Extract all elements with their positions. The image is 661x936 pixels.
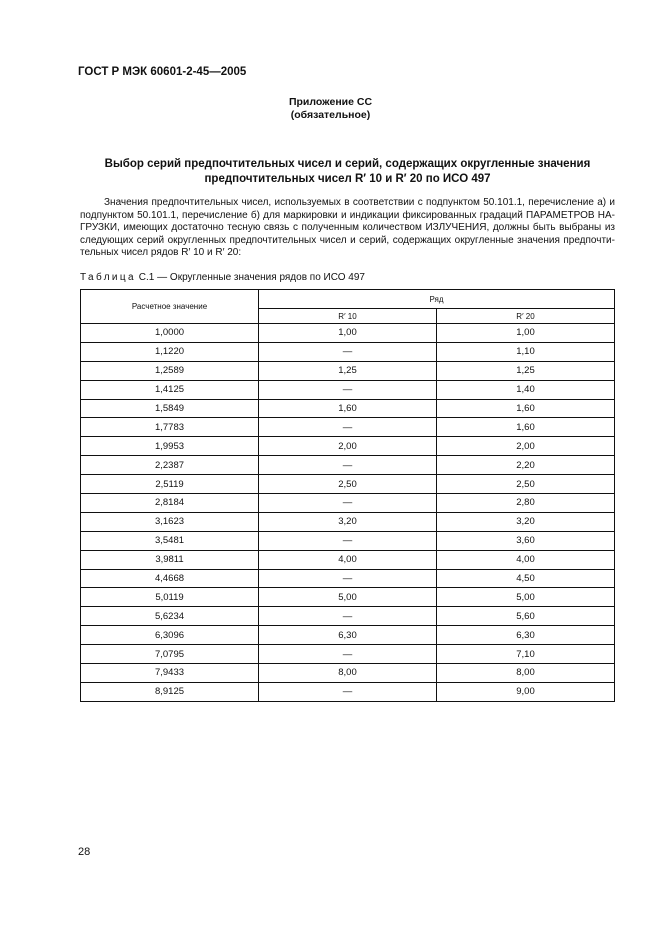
table-caption-number: С.1: [138, 272, 155, 283]
cell-r10: 4,00: [259, 550, 437, 569]
table-row: [81, 380, 615, 399]
table-row: [81, 682, 615, 701]
table-row: [81, 399, 615, 418]
cell-calculated-value: 7,0795: [81, 645, 259, 664]
cell-calculated-value: 1,9953: [81, 437, 259, 456]
cell-r20: 5,00: [437, 588, 615, 607]
cell-r20: 9,00: [437, 682, 615, 701]
cell-calculated-value: 3,1623: [81, 512, 259, 531]
header-r10: R′ 10: [259, 309, 437, 324]
cell-r20: 2,00: [437, 437, 615, 456]
section-heading: [80, 157, 615, 187]
annex-subtitle: (обязательное): [290, 109, 371, 121]
table-row: [81, 645, 615, 664]
cell-r10: —: [259, 645, 437, 664]
cell-r20: 2,20: [437, 456, 615, 475]
cell-r10: 1,25: [259, 361, 437, 380]
header-series-group: Ряд: [259, 290, 615, 309]
cell-r20: 3,60: [437, 531, 615, 550]
cell-calculated-value: 3,9811: [81, 550, 259, 569]
annex-title: Приложение СС: [288, 96, 373, 108]
cell-r10: —: [259, 456, 437, 475]
cell-r10: —: [259, 380, 437, 399]
table-row: [81, 569, 615, 588]
cell-calculated-value: 1,5849: [81, 399, 259, 418]
cell-r10: 5,00: [259, 588, 437, 607]
cell-r20: 4,00: [437, 550, 615, 569]
cell-r10: —: [259, 418, 437, 437]
cell-r10: —: [259, 342, 437, 361]
cell-calculated-value: 2,2387: [81, 456, 259, 475]
cell-r20: 3,20: [437, 512, 615, 531]
cell-calculated-value: 3,5481: [81, 531, 259, 550]
table-row: [81, 418, 615, 437]
annex-block: [0, 96, 661, 122]
table-row: [81, 550, 615, 569]
cell-r10: 2,00: [259, 437, 437, 456]
cell-r20: 1,25: [437, 361, 615, 380]
cell-r10: —: [259, 494, 437, 513]
cell-calculated-value: 2,8184: [81, 494, 259, 513]
table-row: [81, 512, 615, 531]
table-caption-label: Таблица: [80, 272, 137, 283]
cell-r10: —: [259, 569, 437, 588]
cell-r10: —: [259, 682, 437, 701]
cell-r20: 6,30: [437, 626, 615, 645]
cell-r20: 1,40: [437, 380, 615, 399]
cell-calculated-value: 1,1220: [81, 342, 259, 361]
cell-calculated-value: 1,7783: [81, 418, 259, 437]
table-row: [81, 342, 615, 361]
table-row: [81, 531, 615, 550]
cell-r20: 2,50: [437, 475, 615, 494]
table-body: [81, 324, 615, 702]
table-row: [81, 324, 615, 343]
rounded-values-table: [80, 289, 615, 702]
cell-r20: 1,10: [437, 342, 615, 361]
cell-r20: 1,00: [437, 324, 615, 343]
cell-r10: 1,60: [259, 399, 437, 418]
cell-calculated-value: 6,3096: [81, 626, 259, 645]
cell-r20: 4,50: [437, 569, 615, 588]
cell-calculated-value: 5,0119: [81, 588, 259, 607]
cell-r20: 1,60: [437, 418, 615, 437]
cell-r20: 7,10: [437, 645, 615, 664]
cell-r10: 6,30: [259, 626, 437, 645]
table-row: [81, 494, 615, 513]
cell-r20: 1,60: [437, 399, 615, 418]
cell-r20: 5,60: [437, 607, 615, 626]
table-row: [81, 607, 615, 626]
cell-r10: —: [259, 607, 437, 626]
cell-r10: 2,50: [259, 475, 437, 494]
cell-calculated-value: 1,4125: [81, 380, 259, 399]
cell-calculated-value: 7,9433: [81, 664, 259, 683]
cell-calculated-value: 1,2589: [81, 361, 259, 380]
cell-calculated-value: 4,4668: [81, 569, 259, 588]
cell-calculated-value: 8,9125: [81, 682, 259, 701]
cell-r20: 8,00: [437, 664, 615, 683]
cell-calculated-value: 2,5119: [81, 475, 259, 494]
table-caption: [80, 272, 365, 283]
heading-line-2: предпочтительных чисел R′ 10 и R′ 20 по ИСО 497: [204, 173, 491, 185]
table-row: [81, 664, 615, 683]
table-row: [81, 588, 615, 607]
cell-r10: 3,20: [259, 512, 437, 531]
table-caption-text: — Округленные значения рядов по ИСО 497: [157, 272, 365, 283]
page-number: 28: [78, 846, 91, 858]
table-row: [81, 437, 615, 456]
cell-calculated-value: 5,6234: [81, 607, 259, 626]
cell-r10: 8,00: [259, 664, 437, 683]
heading-line-1: Выбор серий предпочтительных чисел и серий, содержащих округленные значения: [104, 158, 591, 170]
table-row: [81, 626, 615, 645]
cell-r10: 1,00: [259, 324, 437, 343]
header-r20: R′ 20: [437, 309, 615, 324]
table-row: [81, 475, 615, 494]
cell-calculated-value: 1,0000: [81, 324, 259, 343]
cell-r10: —: [259, 531, 437, 550]
document-code: ГОСТ Р МЭК 60601-2-45—2005: [78, 66, 247, 78]
cell-r20: 2,80: [437, 494, 615, 513]
header-calculated-value: Расчетное значение: [81, 290, 259, 324]
table-row: [81, 361, 615, 380]
body-paragraph: Значения предпочтительных чисел, используемых в соответствии с подпунктом 50.101.1, перечисление а) и подпунктом 50.101.1, перечисление б) для маркировки и индикации фиксированных градаций ПАРАМЕТРОВ НАГРУЗКИ, имеющих достаточно тесную связь с полученным количеством ИЗЛУЧЕНИЯ, должны быть выбраны из следующих серий округленных предпочтительных чисел и серий, содержащих округленные значения предпочтительных чисел рядов R′ 10 и R′ 20:: [80, 197, 615, 259]
table-row: [81, 456, 615, 475]
